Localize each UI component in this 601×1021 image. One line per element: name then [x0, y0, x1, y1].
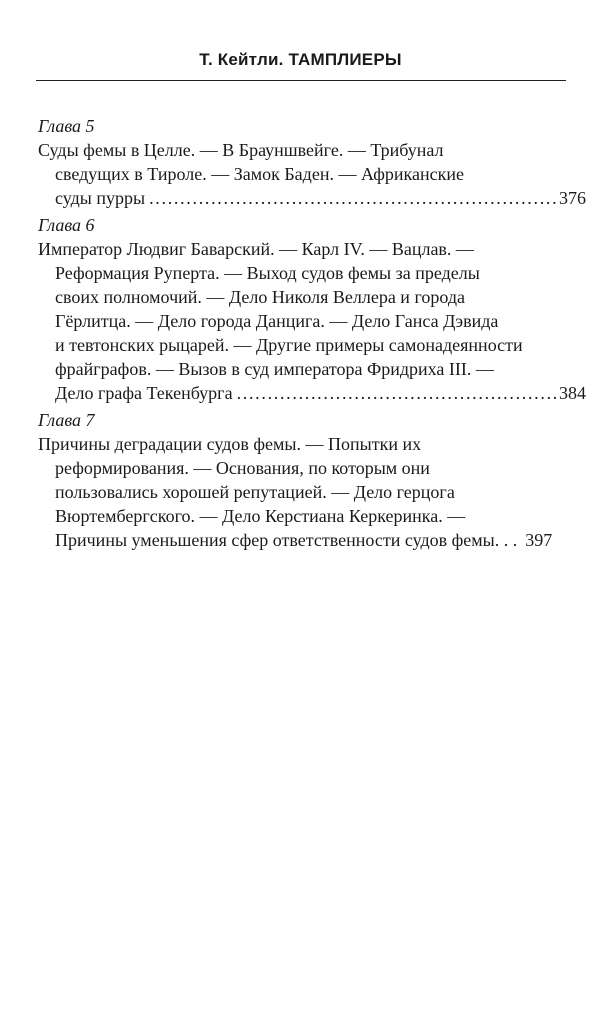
chapter-label: Глава 5	[38, 116, 95, 136]
entry-line: реформирования. — Основания, по которым они	[55, 458, 430, 478]
entry-line: пользовались хорошей репутацией. — Дело герцога	[55, 482, 455, 502]
entry-line: Гёрлитца. — Дело города Данцига. — Дело Ганса Дэвида	[55, 311, 499, 331]
entry-line: Суды фемы в Целле. — В Брауншвейге. — Трибунал	[38, 140, 444, 160]
entry-last-line	[38, 528, 586, 552]
entry-line: и тевтонских рыцарей. — Другие примеры самонадеянности	[55, 335, 523, 355]
table-of-contents	[38, 114, 586, 555]
running-header: Т. Кейтли. ТАМПЛИЕРЫ	[199, 50, 402, 69]
chapter-label: Глава 7	[38, 410, 95, 430]
entry-line-text: Причины уменьшения сфер ответственности судов фемы. . .	[55, 530, 518, 550]
entry-line: Причины деградации судов фемы. — Попытки их	[38, 434, 422, 454]
dot-leader	[149, 186, 557, 210]
page-number: 397	[525, 530, 553, 550]
toc-entry-chapter-7	[38, 408, 586, 552]
header-rule	[36, 80, 566, 81]
entry-last-line	[38, 186, 586, 210]
entry-last-line	[38, 381, 586, 405]
entry-line: фрайграфов. — Вызов в суд императора Фридриха III. —	[55, 359, 494, 379]
chapter-label: Глава 6	[38, 215, 95, 235]
entry-line: Вюртембергского. — Дело Керстиана Керкеринка. —	[55, 506, 466, 526]
entry-line: сведущих в Тироле. — Замок Баден. — Африканские	[55, 164, 465, 184]
entry-line: своих полномочий. — Дело Николя Веллера и города	[55, 287, 466, 307]
entry-line-text: суды пурры	[55, 188, 146, 208]
toc-entry-chapter-5	[38, 114, 586, 210]
entry-line-text: Дело графа Текенбурга	[55, 383, 233, 403]
toc-entry-chapter-6	[38, 213, 586, 405]
page-number: 384	[559, 383, 586, 403]
page-number: 376	[559, 188, 586, 208]
entry-line: Император Людвиг Баварский. — Карл IV. — Вацлав. —	[38, 239, 474, 259]
dot-leader	[237, 381, 557, 405]
entry-line: Реформация Руперта. — Выход судов фемы за пределы	[55, 263, 480, 283]
